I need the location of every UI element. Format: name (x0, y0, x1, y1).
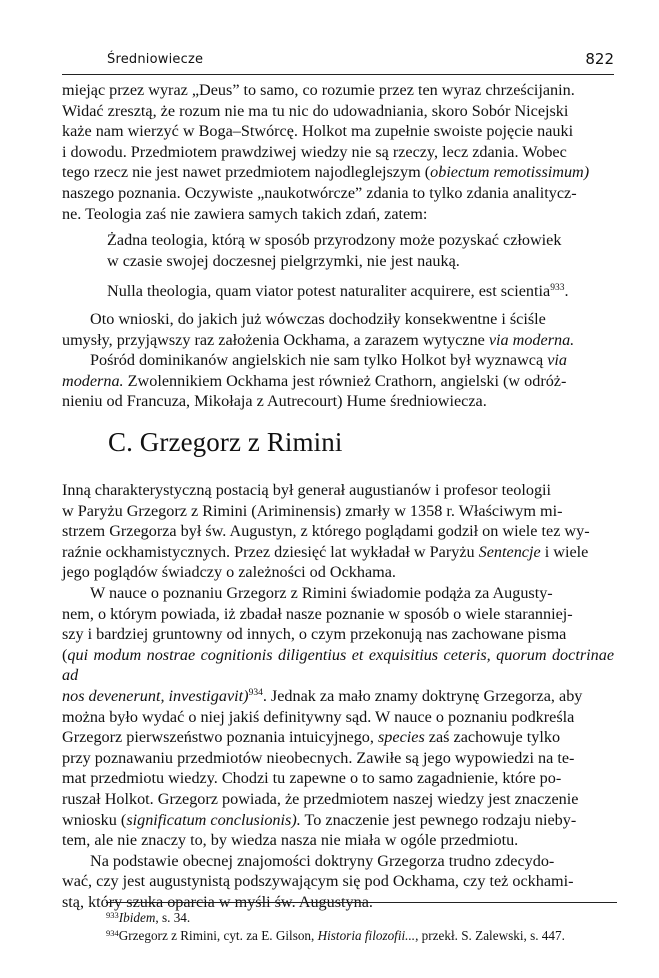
text-line: nem, o którym powiada, iż zbadał nasze poznanie w sposób o wiele staranniej- (62, 604, 573, 623)
text-line: Nulla theologia, quam viator potest naturaliter acquirere, est scientia$^{933}$. (107, 282, 569, 300)
text-line: stą, który szuka oparcia w myśli św. Augustyna. (62, 892, 373, 911)
section-heading: C. Grzegorz z Rimini (108, 427, 343, 457)
text-line: umysły, przyjąwszy raz założenia Ockhama, a zarazem wytyczne via moderna. (62, 330, 575, 349)
text-line: można było wydać o niej jakiś definitywny sąd. W nauce o poznaniu podkreśla (62, 707, 575, 726)
text-line: mat przedmiotu wiedzy. Chodzi tu zapewne o to samo zagadnienie, które po- (62, 769, 562, 788)
text-line: nieniu od Francuza, Mikołaja z Autrecourt) Hume średniowiecza. (62, 392, 487, 411)
text-line: szy i bardziej gruntowny od innych, o czym przekonują nas zachowane pisma (62, 625, 567, 644)
quote-polish (107, 230, 615, 271)
text-line: Grzegorz pierwszeństwo poznania intuicyjnego, species zaś zachowuje tylko (62, 728, 561, 747)
text-line: miejąc przez wyraz „Deus” to samo, co rozumie przez ten wyraz chrześcijanin. (62, 81, 575, 99)
footnote-number: 934 (106, 928, 119, 938)
text-line: Pośród dominikanów angielskich nie sam tylko Holkot był wyznawcą via (90, 351, 568, 370)
header-rule (62, 74, 614, 75)
text-line: Inną charakterystyczną postacią był generał augustianów i profesor teologii (62, 481, 552, 499)
footnote-ref[interactable]: 934 (248, 687, 263, 698)
text-line: wać, czy jest augustynistą podszywającym się pod Ockhama, czy też ockhami- (62, 872, 574, 891)
footnote-933: $^{933}$Ibidem, s. 34. (106, 910, 191, 925)
text-line: i dowodu. Przedmiotem prawdziwej wiedzy nie są rzeczy, lecz zdania. Wobec (62, 142, 567, 161)
text-line: ruszał Holkot. Grzegorz powiada, że przedmiotem naszej wiedzy jest znaczenie (62, 789, 579, 808)
text-line: Na podstawie obecnej znajomości doktryny Grzegorza trudno zdecydo- (90, 851, 555, 870)
quote-latin (107, 281, 615, 302)
paragraph-holkot (62, 80, 614, 224)
text-line: ne. Teologia zaś nie zawiera samych takich zdań, zatem: (62, 204, 428, 223)
paragraph-grzegorz (62, 480, 614, 912)
text-line: Widać zresztą, że rozum nie ma tu nic do udowadniania, skoro Sobór Nicejski (62, 101, 569, 120)
text-line: Oto wnioski, do jakich już wówczas dochodziły konsekwentne i ściśle (90, 310, 546, 328)
text-line: (qui modum nostrae cognitionis diligentius et exquisitius ceteris, quorum doctrinae ad (62, 645, 614, 685)
text-line: W nauce o poznaniu Grzegorz z Rimini świadomie podąża za Augusty- (90, 583, 553, 602)
page-number: 822 (585, 50, 614, 68)
footnote-ref[interactable]: 933 (550, 283, 565, 293)
text-line: nos devenerunt, investigavit)$^{934}$. Jednak za mało znamy doktrynę Grzegorza, aby (62, 686, 583, 705)
text-line: każe nam wierzyć w Boga–Stwórcę. Holkot ma zupełnie swoiste pojęcie nauki (62, 122, 574, 141)
text-line: raźnie ockhamistycznych. Przez dziesięć lat wykładał w Paryżu Sentencje i wiele (62, 542, 589, 561)
text-line: w czasie swojej doczesnej pielgrzymki, nie jest nauką. (107, 251, 460, 270)
text-line: wniosku (significatum conclusionis). To znaczenie jest pewnego rodzaju nieby- (62, 810, 577, 829)
latin-term: obiectum remotissimum) (430, 163, 590, 182)
text-line: Żadna teologia, którą w sposób przyrodzony może pozyskać człowiek (107, 231, 562, 249)
paragraph-via-moderna (62, 309, 614, 412)
text-line: moderna. Zwolennikiem Ockhama jest również Crathorn, angielski (w odróż- (62, 371, 567, 390)
footnote-number: 933 (106, 910, 119, 920)
text-line: tego rzecz nie jest nawet przedmiotem najodleglejszym (obiectum remotissimum) (62, 163, 590, 182)
text-line: strzem Grzegorza był św. Augustyn, z którego poglądami godził on wiele tez wy- (62, 522, 590, 541)
running-title: Średniowiecze (107, 52, 204, 67)
text-line: jego poglądów świadczy o zależności od Ockhama. (62, 563, 396, 582)
text-line: naszego poznania. Oczywiste „naukotwórcze” zdania to tylko zdania analitycz- (62, 183, 577, 202)
footnote-rule (106, 902, 617, 903)
footnote-934: $^{934}$Grzegorz z Rimini, cyt. za E. Gilson, Historia filozofii..., przekł. S. Zalewski, s. 447. (106, 928, 565, 943)
text-line: przy poznawaniu przedmiotów nieobecnych. Zawiłe są jego wypowiedzi na te- (62, 748, 575, 767)
running-header (62, 50, 614, 72)
text-line: tem, ale nie znaczy to, by wiedza nasza nie miała w ogóle przedmiotu. (62, 831, 519, 850)
text-line: w Paryżu Grzegorz z Rimini (Ariminensis) zmarły w 1358 r. Właściwym mi- (62, 501, 563, 520)
